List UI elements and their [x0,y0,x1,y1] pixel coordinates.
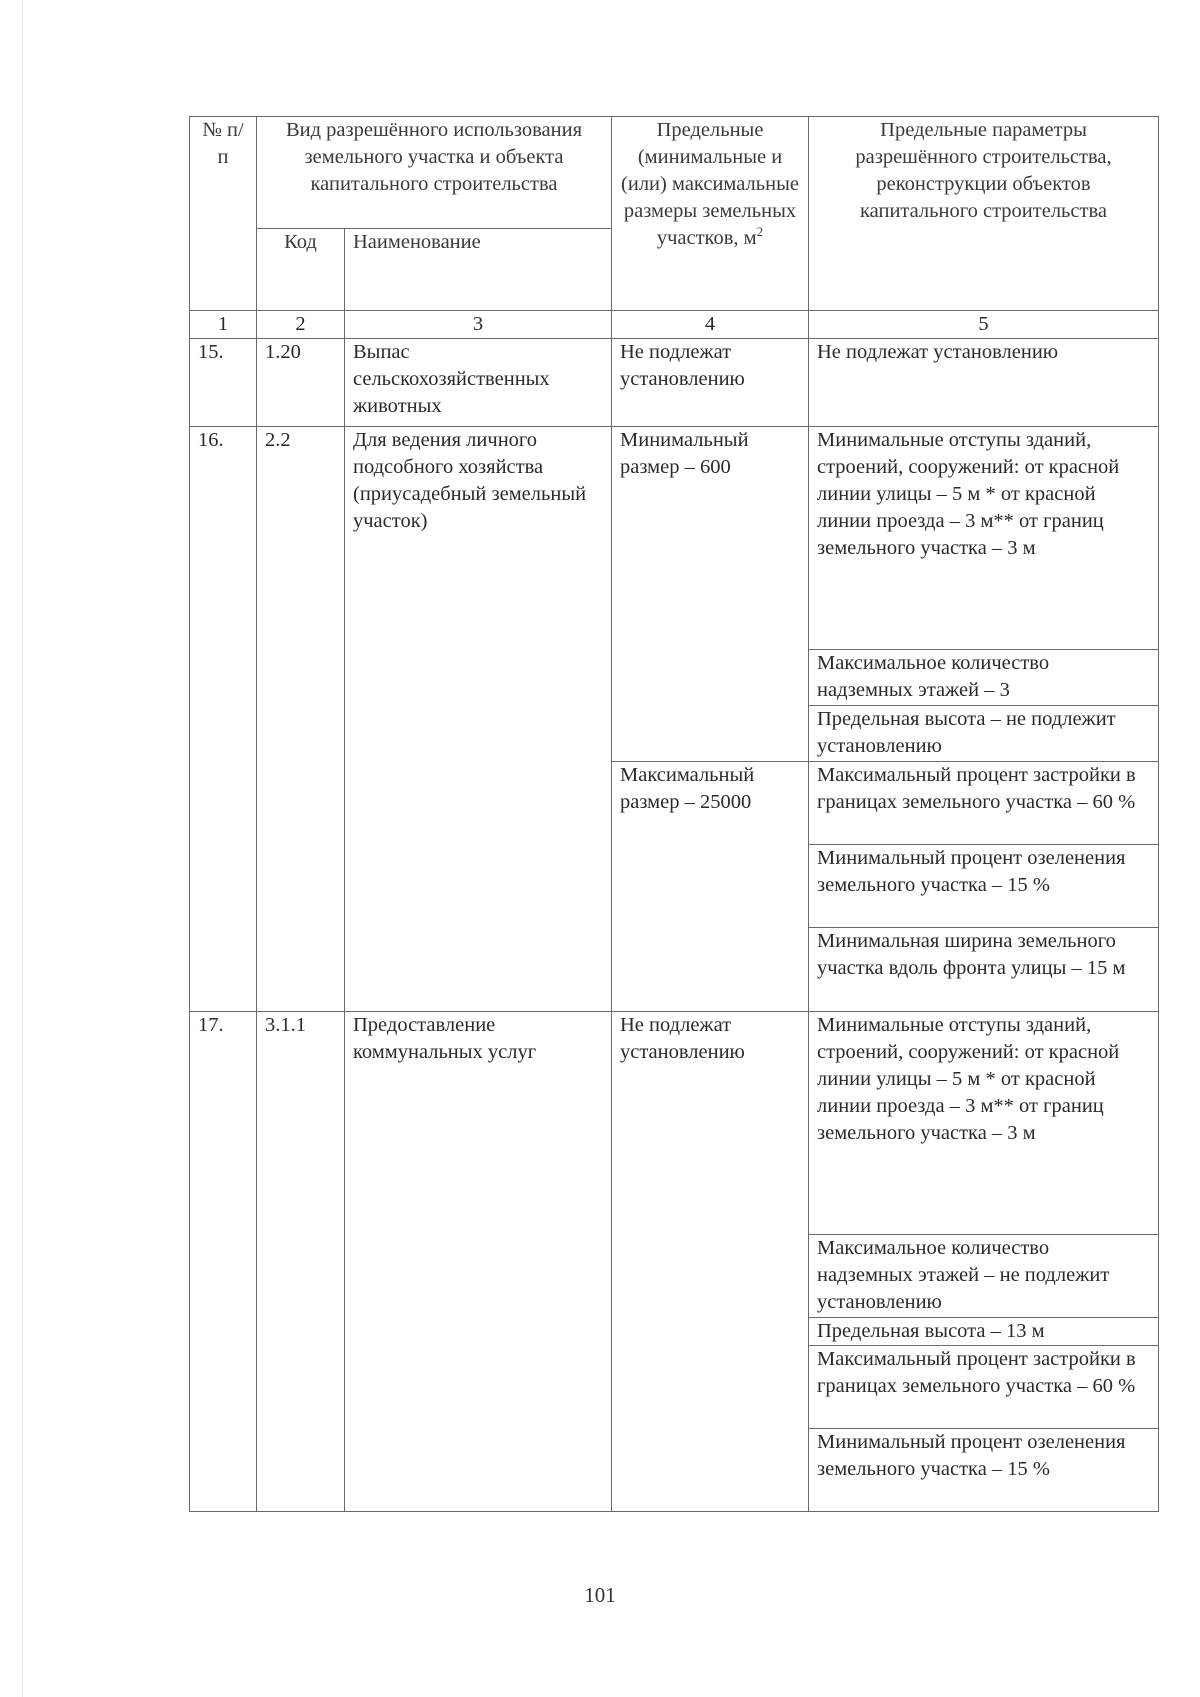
header-name: Наименование [345,229,612,311]
row-param: Не подлежат установлению [809,339,1159,427]
row-param: Минимальные отступы зданий, строений, сооружений: от красной линии улицы – 5 м * от красной линии проезда – 3 м** от границ земельного участка – 3 м [809,427,1159,650]
row-param: Минимальная ширина земельного участка вдоль фронта улицы – 15 м [809,928,1159,1012]
row-param: Максимальное количество надземных этажей – 3 [809,650,1159,706]
row-num: 16. [190,427,257,1012]
row-param: Минимальный процент озеленения земельного участка – 15 % [809,845,1159,928]
header-row [190,117,1159,229]
row-param: Предельная высота – не подлежит установлению [809,706,1159,762]
row-name: Предоставление коммунальных услуг [345,1012,612,1512]
header-size [612,117,809,311]
col-number: 5 [809,311,1159,339]
row-name: Для ведения личного подсобного хозяйства (приусадебный земельный участок) [345,427,612,1012]
row-size-max: Максимальный размер – 25000 [612,762,809,1012]
header-num: № п/п [190,117,257,311]
table-row [190,427,1159,650]
row-code: 3.1.1 [257,1012,345,1512]
row-code: 1.20 [257,339,345,427]
header-size-sup: 2 [756,224,764,240]
table-row [190,1012,1159,1235]
page-edge [22,0,23,1697]
col-number: 3 [345,311,612,339]
row-param: Минимальные отступы зданий, строений, сооружений: от красной линии улицы – 5 м * от красной линии проезда – 3 м** от границ земельного участка – 3 м [809,1012,1159,1235]
row-num: 17. [190,1012,257,1512]
page-number: 101 [584,1583,616,1607]
row-size: Не подлежат установлению [612,1012,809,1512]
row-param: Максимальный процент застройки в границах земельного участка – 60 % [809,1346,1159,1429]
row-size-min: Минимальный размер – 600 [612,427,809,762]
row-param: Минимальный процент озеленения земельного участка – 15 % [809,1429,1159,1512]
table-row [190,339,1159,427]
regulations-table [189,116,1159,1512]
header-use-type: Вид разрешённого использования земельного участка и объекта капитального строительства [257,117,612,229]
column-number-row [190,311,1159,339]
col-number: 4 [612,311,809,339]
row-num: 15. [190,339,257,427]
header-size-text: Предельные (минимальные и (или) максимальные размеры земельных участков, м [621,119,799,249]
col-number: 1 [190,311,257,339]
row-param: Максимальное количество надземных этажей – не подлежит установлению [809,1235,1159,1318]
row-code: 2.2 [257,427,345,1012]
row-name: Выпас сельскохозяйственных животных [345,339,612,427]
row-param: Предельная высота – 13 м [809,1318,1159,1346]
header-params: Предельные параметры разрешённого строительства, реконструкции объектов капитального строительства [809,117,1159,311]
header-code: Код [257,229,345,311]
col-number: 2 [257,311,345,339]
row-size: Не подлежат установлению [612,339,809,427]
row-param: Максимальный процент застройки в границах земельного участка – 60 % [809,762,1159,845]
